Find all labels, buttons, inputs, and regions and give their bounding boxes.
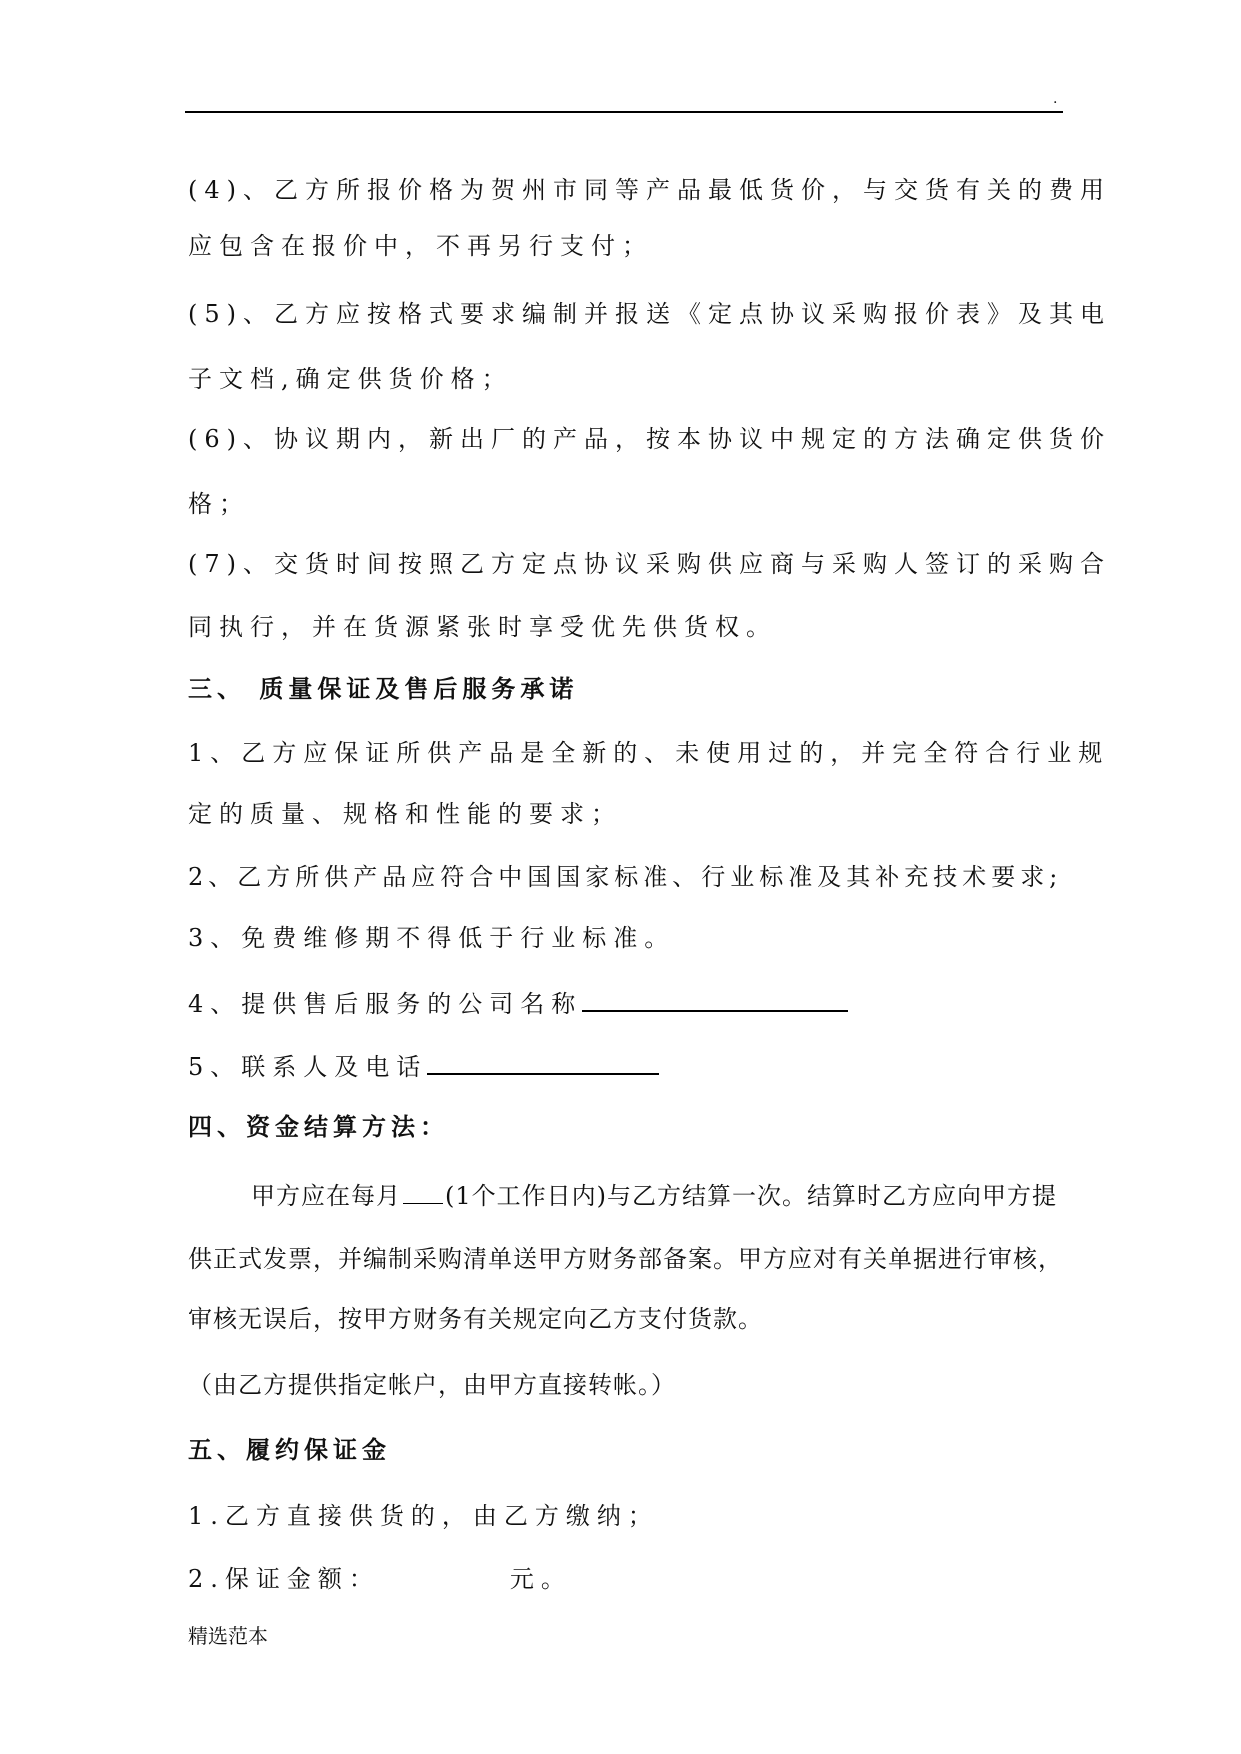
company-name-label: 4、提供售后服务的公司名称 [188, 990, 583, 1018]
section-3-item-3: 3、免费维修期不得低于行业标准。 [188, 924, 676, 952]
section-3-item-4 [188, 986, 848, 1020]
section-4-para-line-3: 审核无误后，按甲方财务有关规定向乙方支付货款。 [188, 1305, 763, 1333]
footer-label: 精选范本 [188, 1624, 268, 1648]
clause-4-line-2: 应包含在报价中，不再另行支付； [188, 232, 653, 260]
clause-7-line-2: 同执行，并在货源紧张时享受优先供货权。 [188, 613, 777, 641]
section-3-item-5 [188, 1049, 659, 1083]
section-3-item-1-line-1: 1、乙方应保证所供产品是全新的、未使用过的，并完全符合行业规 [188, 739, 1110, 767]
section-3-item-2: 2、乙方所供产品应符合中国国家标准、行业标准及其补充技术要求; [188, 863, 1063, 891]
deposit-unit: 元。 [509, 1565, 572, 1593]
deposit-label: 2.保证金额： [188, 1565, 380, 1593]
clause-6-line-2: 格； [188, 490, 250, 518]
settlement-day-blank [403, 1181, 443, 1204]
settlement-text-after: (1个工作日内)与乙方结算一次。结算时乙方应向甲方提 [445, 1182, 1057, 1210]
section-4-para-line-1 [251, 1180, 1057, 1212]
clause-5-line-1: (5)、乙方应按格式要求编制并报送《定点协议采购报价表》及其电 [188, 300, 1111, 328]
section-3-heading: 三、 质量保证及售后服务承诺 [188, 674, 579, 703]
section-3-item-1-line-2: 定的质量、规格和性能的要求； [188, 800, 622, 828]
contact-blank [427, 1049, 659, 1075]
clause-4-line-1: (4)、乙方所报价格为贺州市同等产品最低货价，与交货有关的费用 [188, 176, 1111, 204]
header-rule [185, 111, 1063, 113]
section-5-heading: 五、履约保证金 [188, 1435, 391, 1464]
section-4-note: （由乙方提供指定帐户，由甲方直接转帐。） [188, 1371, 676, 1399]
company-name-blank [582, 986, 848, 1012]
clause-7-line-1: (7)、交货时间按照乙方定点协议采购供应商与采购人签订的采购合 [188, 550, 1111, 578]
clause-5-line-2: 子文档,确定供货价格； [188, 365, 513, 393]
section-4-para-line-2: 供正式发票，并编制采购清单送甲方财务部备案。甲方应对有关单据进行审核， [188, 1245, 1063, 1273]
settlement-text-before: 甲方应在每月 [251, 1182, 401, 1210]
contact-label: 5、联系人及电话 [188, 1053, 428, 1081]
section-5-item-1: 1.乙方直接供货的，由乙方缴纳； [188, 1502, 659, 1530]
header-mark: . [1053, 91, 1058, 107]
clause-6-line-1: (6)、协议期内，新出厂的产品，按本协议中规定的方法确定供货价 [188, 425, 1111, 453]
section-5-item-2 [188, 1563, 572, 1595]
section-4-heading: 四、资金结算方法： [188, 1112, 449, 1141]
